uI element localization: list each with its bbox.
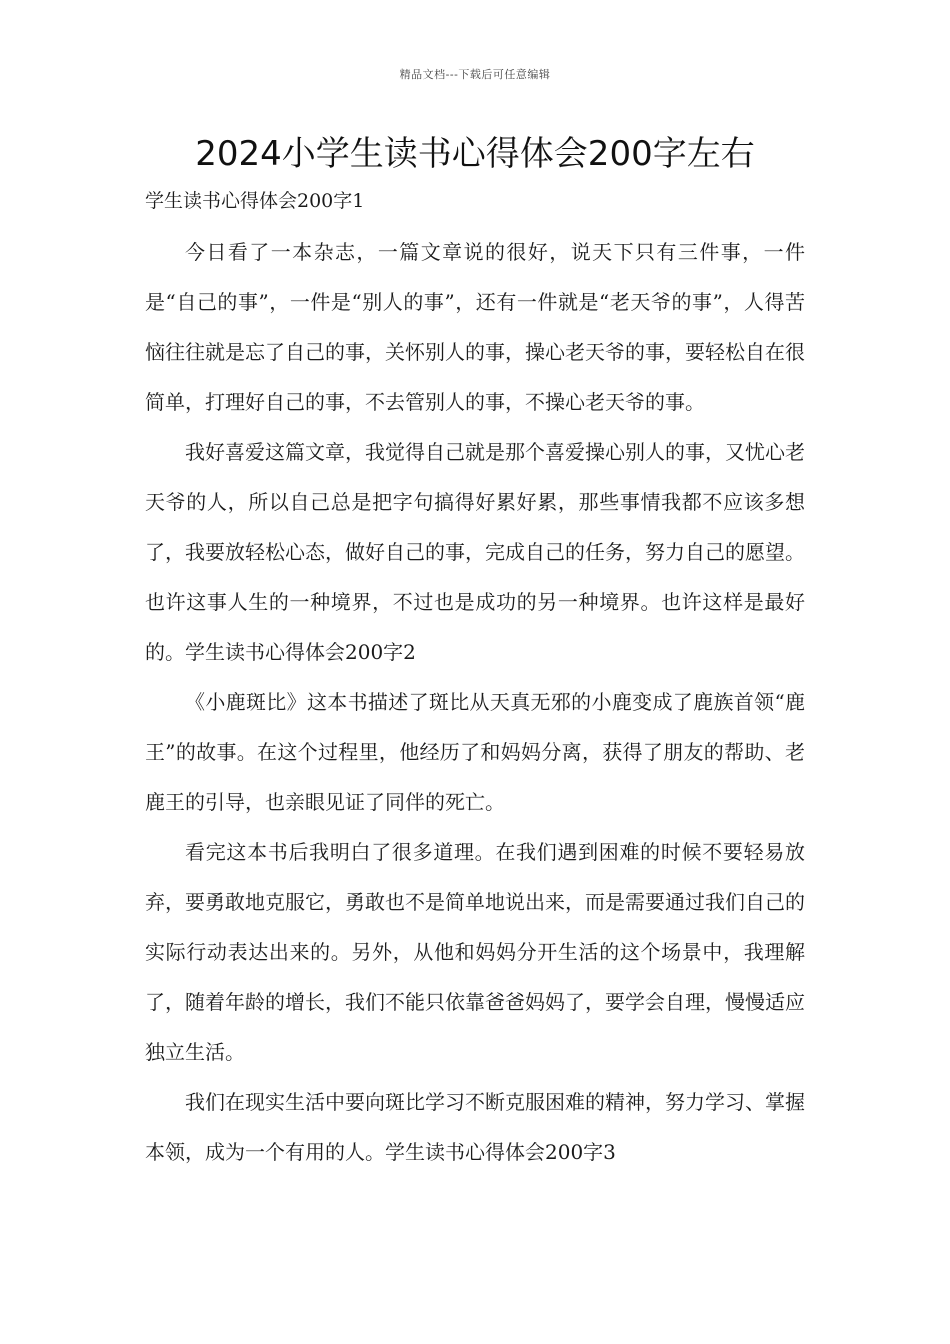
paragraph: 《小鹿斑比》这本书描述了斑比从天真无邪的小鹿变成了鹿族首领“鹿王”的故事。在这个过程里，他经历了和妈妈分离，获得了朋友的帮助、老鹿王的引导，也亲眼见证了同伴的死亡。 <box>145 690 805 814</box>
document-title: 2024小学生读书心得体会200字左右 <box>195 134 755 174</box>
header-note: 精品文档---下载后可任意编辑 <box>399 68 551 81</box>
paragraph: 我们在现实生活中要向斑比学习不断克服困难的精神，努力学习、掌握本领，成为一个有用的人。学生读书心得体会200字3 <box>145 1090 805 1164</box>
section-title: 学生读书心得体会200字1 <box>145 190 365 212</box>
document-body <box>145 183 805 1177</box>
paragraph: 看完这本书后我明白了很多道理。在我们遇到困难的时候不要轻易放弃，要勇敢地克服它，勇敢也不是简单地说出来，而是需要通过我们自己的实际行动表达出来的。另外，从他和妈妈分开生活的这个场景中，我理解了，随着年龄的增长，我们不能只依靠爸爸妈妈了，要学会自理，慢慢适应独立生活。 <box>145 840 805 1064</box>
paragraph: 今日看了一本杂志，一篇文章说的很好，说天下只有三件事，一件是“自己的事”，一件是“别人的事”，还有一件就是“老天爷的事”，人得苦恼往往就是忘了自己的事，关怀别人的事，操心老天爷的事，要轻松自在很简单，打理好自己的事，不去管别人的事，不操心老天爷的事。 <box>145 240 805 414</box>
paragraph: 我好喜爱这篇文章，我觉得自己就是那个喜爱操心别人的事，又忧心老天爷的人，所以自己总是把字句搞得好累好累，那些事情我都不应该多想了，我要放轻松心态，做好自己的事，完成自己的任务，努力自己的愿望。也许这事人生的一种境界，不过也是成功的另一种境界。也许这样是最好的。学生读书心得体会200字2 <box>145 440 805 664</box>
